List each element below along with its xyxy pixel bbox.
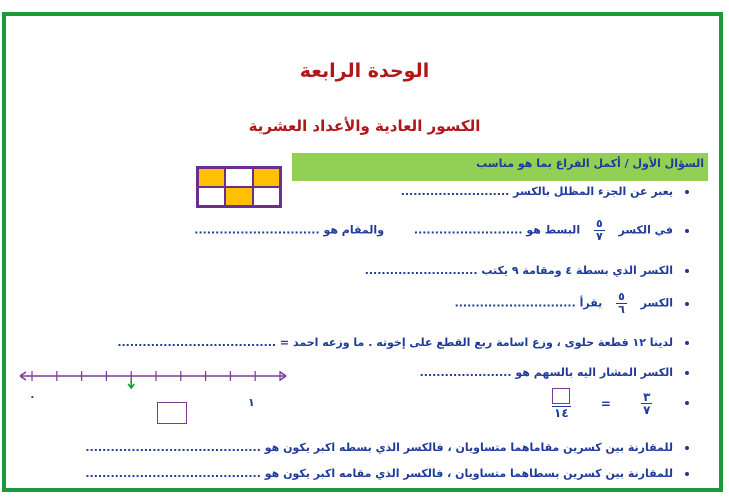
page-subtitle: الكسور العادية والأعداد العشرية [248,117,481,135]
shaded-fraction-grid [196,166,282,208]
pointer-arrow-icon [128,378,134,388]
item-3 [365,264,689,277]
fraction-5-7: $\frac{٥}{٧}$ [595,217,603,243]
item-4-text-a: الكسر [640,296,673,310]
item-8 [85,441,689,454]
bullet-icon [685,472,689,476]
item-6-text: الكسر المشار اليه بالسهم هو ...................... [419,366,673,379]
bullet-icon [685,190,689,194]
fraction-3-7: $\frac{٣}{٧}$ [643,390,651,417]
grid-cell [253,168,280,187]
grid-cell [253,187,280,206]
item-2-text-c: والمقام هو .............................. [194,223,385,237]
item-9-text: للمقارنة بين كسرين بسطاهما متساويان ، فالكسر الذي مقامه اكبر يكون هو .......................................... [85,467,673,480]
bullet-icon [685,269,689,273]
equivalent-fractions [552,388,652,419]
item-7 [673,396,689,409]
question-heading-bar [292,153,708,181]
bullet-icon [685,371,689,375]
item-2 [194,218,689,243]
bullet-icon [685,341,689,345]
item-6 [420,366,689,379]
equals-sign: = [600,396,611,411]
item-1 [401,185,689,198]
page-title: الوحدة الرابعة [299,60,430,82]
fraction-5-6: $\frac{٥}{٦}$ [618,290,625,316]
item-5 [117,336,689,349]
item-1-text: يعبر عن الجزء المظلل بالكسر .......................... [400,185,673,198]
number-line [18,366,288,390]
item-3-text: الكسر الذي بسطة ٤ ومقامة ٩ يكتب ........................... [364,264,673,277]
item-2-text-b: البسط هو .......................... [413,223,581,237]
answer-box[interactable] [157,402,187,424]
question-heading: السؤال الأول / أكمل الفراغ بما هو مناسب [476,157,704,170]
grid-cell [225,187,252,206]
item-9 [85,467,689,480]
numberline-start-label: ٠ [29,390,36,403]
bullet-icon [685,446,689,450]
item-2-text-a: في الكسر [618,223,673,237]
item-4 [455,291,689,316]
item-5-text: لدينا ١٢ قطعة حلوى ، وزع اسامة ربع القطع على إخوته . ما وزعه احمد = ...................................... [117,336,673,349]
numerator-blank-box[interactable] [552,388,570,404]
bullet-icon [685,229,689,233]
numberline-end-label: ١ [248,396,255,409]
grid-cell [225,168,252,187]
fraction-blank-14: ١٤ [552,388,571,419]
grid-cell [198,187,225,206]
bullet-icon [685,401,689,405]
item-8-text: للمقارنة بين كسرين مقاماهما متساويان ، فالكسر الذي بسطه اكبر يكون هو .......................................... [85,441,673,454]
item-4-text-b: يقرأ ............................. [454,296,603,310]
bullet-icon [685,302,689,306]
grid-cell [198,168,225,187]
page-frame [2,12,723,492]
